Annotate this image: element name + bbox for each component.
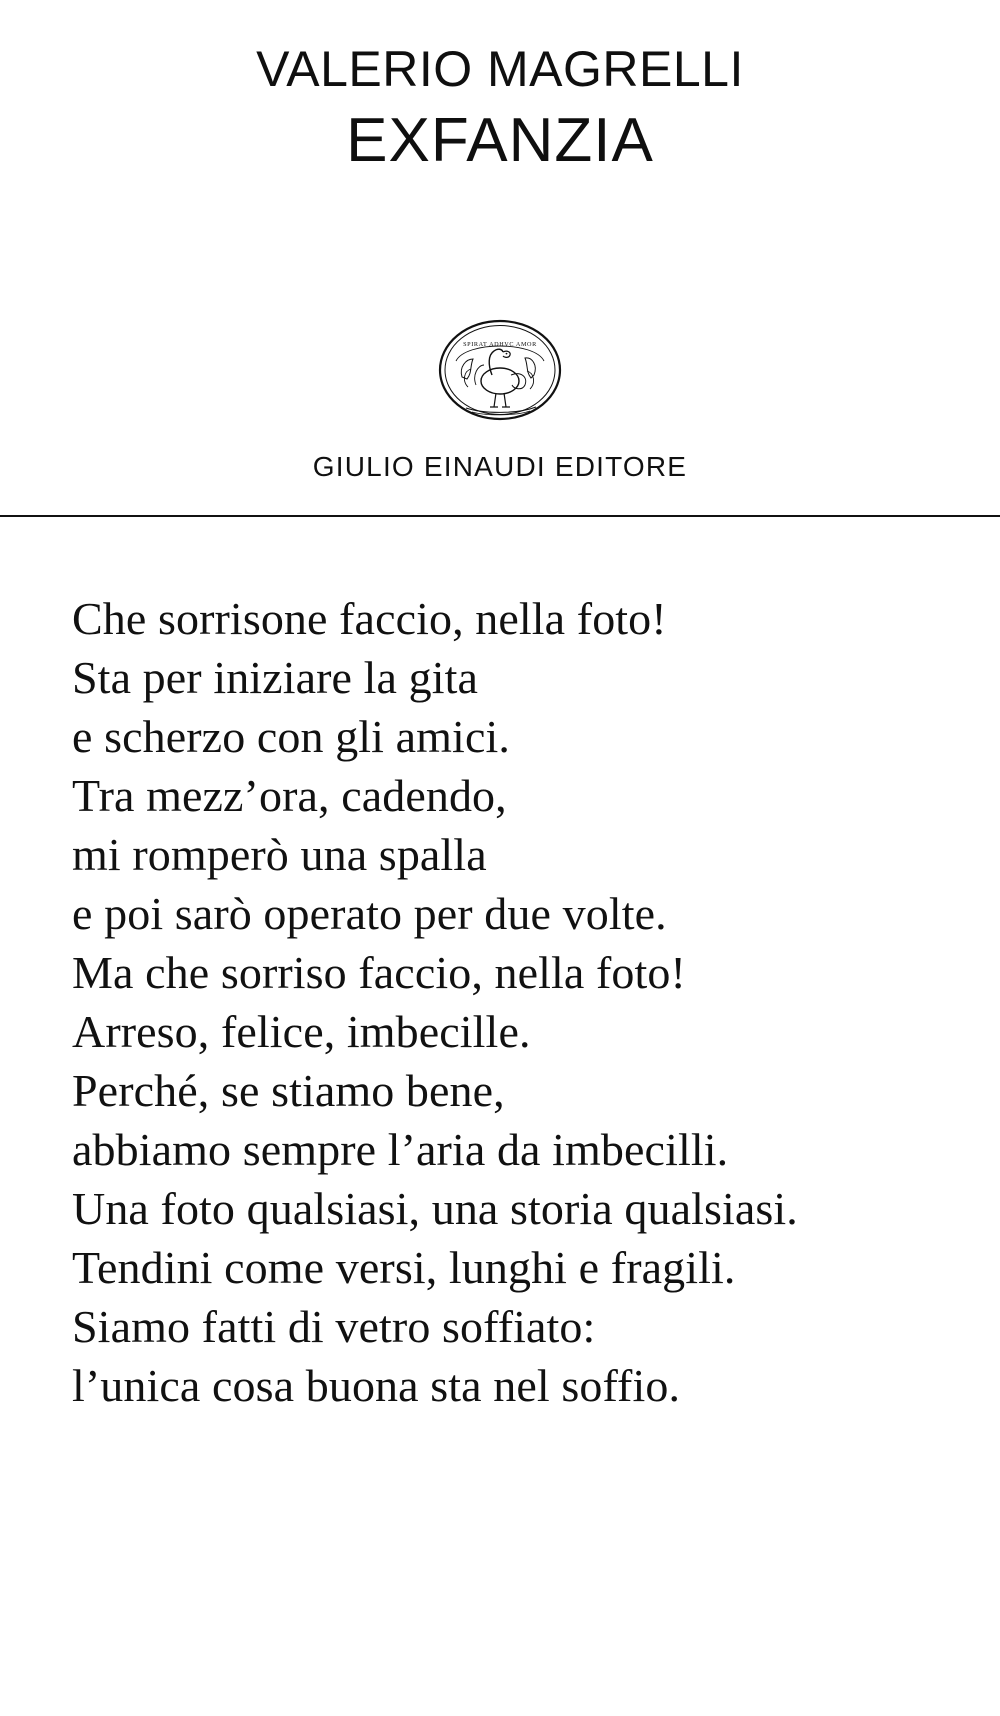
ostrich-emblem-icon xyxy=(426,315,574,425)
poem-line: Tendini come versi, lunghi e fragili. xyxy=(72,1241,736,1293)
poem-line: Sta per iniziare la gita xyxy=(72,651,479,703)
cover-header xyxy=(0,0,1000,175)
poem-line: Perché, se stiamo bene, xyxy=(72,1064,505,1116)
poem-body xyxy=(0,517,1000,1415)
book-title: EXFANZIA xyxy=(346,106,654,175)
poem-line: Ma che sorriso faccio, nella foto! xyxy=(72,946,686,998)
poem-line: Che sorrisone faccio, nella foto! xyxy=(72,592,667,644)
poem-line: Arreso, felice, imbecille. xyxy=(72,1005,531,1057)
poem-line: Tra mezz’ora, cadendo, xyxy=(72,769,507,821)
svg-text:SPIRAT ADHVC AMOR: SPIRAT ADHVC AMOR xyxy=(463,340,537,348)
publisher-logo xyxy=(0,315,1000,425)
publisher-name: GIULIO EINAUDI EDITORE xyxy=(312,450,688,482)
poem-line: l’unica cosa buona sta nel soffio. xyxy=(72,1359,681,1411)
poem-line: mi romperò una spalla xyxy=(72,828,487,880)
poem-line: e scherzo con gli amici. xyxy=(72,710,510,762)
author-name: VALERIO MAGRELLI xyxy=(256,41,744,97)
poem-line: abbiamo sempre l’aria da imbecilli. xyxy=(72,1123,729,1175)
poem-line: Siamo fatti di vetro soffiato: xyxy=(72,1300,596,1352)
poem-line: e poi sarò operato per due volte. xyxy=(72,887,667,939)
poem-line: Una foto qualsiasi, una storia qualsiasi. xyxy=(72,1182,798,1234)
